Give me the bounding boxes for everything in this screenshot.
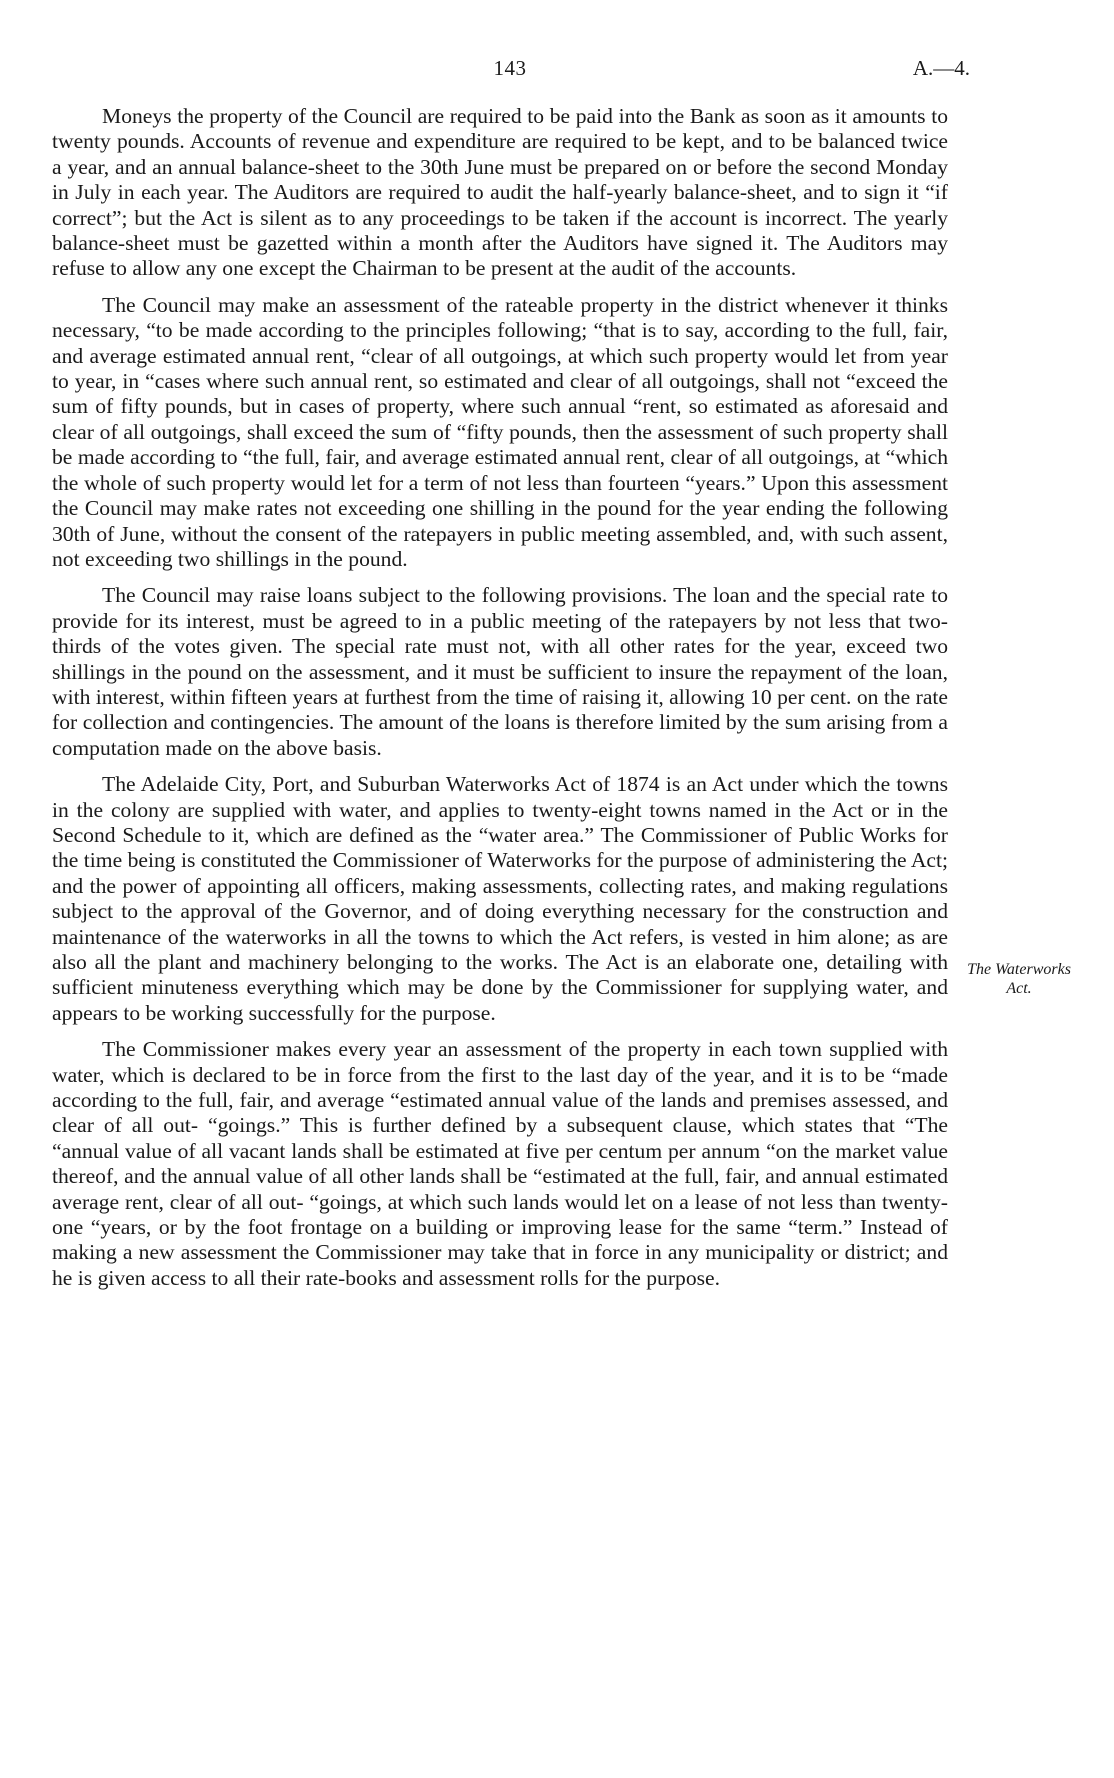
paragraph-loans: The Council may raise loans subject to the following provisions. The loan and the special rate to provide for its interest, must be agreed to in a public meeting of the ratepayers by not less that two-thirds of the votes given. The special rate must not, with all other rates for the year, exceed two shillings in the pound on the assessment, and it must be sufficient to insure the repayment of the loan, with interest, within fifteen years at furthest from the time of raising it, allowing 10 per cent. on the rate for collection and contingencies. The amount of the loans is therefore limited by the sum arising from a computation made on the above basis. xyxy=(52,583,948,760)
margin-note: The Waterworks Act. xyxy=(967,961,1071,997)
page-number: 143 xyxy=(493,56,527,80)
paragraph-commissioner-assessment: The Commissioner makes every year an assessment of the property in each town supplied with water, which is declared to be in force from the first to the last day of the year, and it is to be “made according to the full, fair, and average “estimated annual value of the lands and premises assessed, and clear of all out- “goings.” This is further defined by a subsequent clause, which states that “The “annual value of all vacant lands shall be estimated at five per centum per annum “on the market value thereof, and the annual value of all other lands shall be “estimated at the full, fair, and annual estimated average rent, clear of all out- “goings, at which such lands would let on a lease of not less than twenty-one “years, or by the foot frontage on a building or improving lease for the same “term.” Instead of making a new assessment the Commissioner may take that in force in any municipality or district; and he is given access to all their rate-books and assessment rolls for the purpose. xyxy=(52,1037,948,1290)
body-text xyxy=(52,104,948,1302)
paragraph-assessment: The Council may make an assessment of the rateable property in the district whenever it thinks necessary, “to be made according to the principles following; “that is to say, according to the full, fair, and average estimated annual rent, “clear of all outgoings, at which such property would let from year to year, in “cases where such annual rent, so estimated and clear of all outgoings, shall not “exceed the sum of fifty pounds, but in cases of property, where such annual “rent, so estimated as aforesaid and clear of all outgoings, shall exceed the sum of “fifty pounds, then the assessment of such property shall be made according to “the full, fair, and average estimated annual rent, clear of all outgoings, at “which the whole of such property would let for a term of not less than fourteen “years.” Upon this assessment the Council may make rates not exceeding one shilling in the pound for the year ending the following 30th of June, without the consent of the ratepayers in public meeting assembled, and, with such assent, not exceeding two shillings in the pound. xyxy=(52,292,948,571)
paragraph-waterworks-act: The Adelaide City, Port, and Suburban Waterworks Act of 1874 is an Act under which the towns in the colony are supplied with water, and applies to twenty-eight towns named in the Act or in the Second Schedule to it, which are defined as the “water area.” The Commissioner of Public Works for the time being is constituted the Commissioner of Waterworks for the purpose of administering the Act; and the power of appointing all officers, making assessments, collecting rates, and making regulations subject to the approval of the Governor, and of doing everything necessary for the construction and maintenance of the waterworks in all the towns to which the Act refers, is vested in him alone; as are also all the plant and machinery belonging to the works. The Act is an elaborate one, detailing with sufficient minuteness everything which may be done by the Commissioner for supplying water, and appears to be working successfully for the purpose. xyxy=(52,772,948,1025)
document-reference: A.—4. xyxy=(912,56,970,80)
paragraph-council-moneys: Moneys the property of the Council are required to be paid into the Bank as soon as it amounts to twenty pounds. Accounts of revenue and expenditure are required to be kept, and to be balanced twice a year, and an annual balance-sheet to the 30th June must be prepared on or before the second Monday in July in each year. The Auditors are required to audit the half-yearly balance-sheet, and to sign it “if correct”; but the Act is silent as to any proceedings to be taken if the account is incorrect. The yearly balance-sheet must be gazetted within a month after the Auditors have signed it. The Auditors may refuse to allow any one except the Chairman to be present at the audit of the accounts. xyxy=(52,104,948,281)
